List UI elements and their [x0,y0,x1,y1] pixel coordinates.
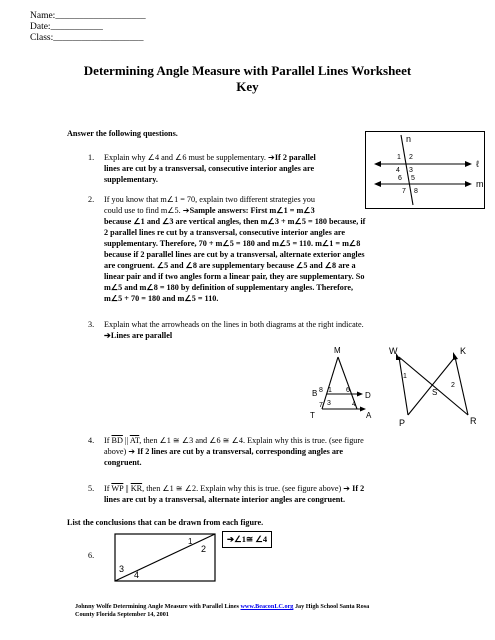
q1-text [104,153,394,163]
label-m: m [476,179,484,189]
footer-link[interactable]: www.BeaconLC.org [240,603,294,610]
angle-label-1: 1 [328,387,332,394]
parallel-symbol: || [125,484,129,493]
q2-answer-line: are congruent. ∠5 and ∠8 are supplementary because ∠5 and ∠8 are a [104,261,356,270]
q5-rest: , then ∠1 ≅ ∠2. Explain why this is true. (see figure above) ➔ [142,484,351,493]
footer-line2: County Florida September 14, 2001 [75,611,169,618]
q1-question: Explain why ∠4 and ∠6 must be supplementary. ➔ [104,153,275,162]
page-title-key: Key [236,79,259,94]
q5-if: If [104,484,110,493]
q4-line2-bold: If 2 lines are cut by a transversal, corresponding angles are [137,447,344,456]
arrowhead-m-left [374,181,381,187]
arrowhead-l-left [374,161,381,167]
q4-rest: , then ∠1 ≅ ∠3 and ∠6 ≅ ∠4. Explain why this is true. (see figure [139,436,364,445]
wk-figure [385,342,490,427]
q4-number: 4. [88,436,95,445]
vertex-a: A [366,411,372,420]
angle-label-1: 1 [188,537,193,546]
vertex-b: B [312,389,318,398]
q4-line3: congruent. [104,458,142,467]
label-l: ℓ [476,159,479,169]
name-label: Name:___________________ [30,11,146,21]
q4-if: If [104,436,110,445]
angle-label-3: 3 [327,400,331,407]
angle-label-3: 3 [119,564,125,574]
angle-label-1: 1 [397,154,401,161]
footer-text-b: Jay High School Santa Rosa [293,603,370,610]
q3-text: Explain what the arrowheads on the lines in both diagrams at the right indicate. [104,320,364,329]
segment-wp-label: $\overline{WP}$ [111,484,124,493]
q4-line2 [104,447,343,457]
arrowhead-m-right [465,181,472,187]
line-wp [399,357,408,415]
footer-text-a: Johnny Wolfe Determining Angle Measure with Parallel Lines [75,603,241,610]
conclusions-heading: List the conclusions that can be drawn from each figure. [67,518,264,527]
q2-answer-line: linear pair and if two angles form a linear pair, they are supplementary. So [104,272,365,281]
angle-label-4: 4 [352,401,356,408]
q2-answer-line: because if 2 parallel lines are cut by a transversal, alternate exterior angles [104,250,365,259]
figure-6 [112,530,222,585]
parallel-symbol: || [124,436,129,445]
vertex-t: T [310,411,315,420]
q2-number: 2. [88,195,95,204]
angle-label-6: 6 [346,387,350,394]
q2-line2-bold: Sample answers: First m∠1 = m∠3 [189,206,315,215]
q2-answer-line: because ∠1 and ∠3 are vertical angles, then m∠3 + m∠5 = 180 because, if [104,217,366,226]
arrowhead-bd [357,392,363,397]
q2-line1: If you know that m∠1 = 70, explain two different strategies you [104,195,315,204]
angle-label-2: 2 [409,154,413,161]
q1-answer-c: supplementary. [104,175,158,184]
q1-answer-b: lines are cut by a transversal, consecutive interior angles are [104,164,315,173]
segment-kr-label: $\overline{KR}$ [130,484,143,493]
q1-number: 1. [88,153,95,162]
q2-answer-line: m∠5 and m∠8 = 180 by definition of supplementary angles. Therefore, [104,283,354,292]
vertex-w: W [389,346,398,356]
angle-label-3: 3 [409,167,413,174]
segment-at-label: $\overline{AT}$ [129,436,140,445]
date-label: Date:___________ [30,22,103,32]
q5-number: 5. [88,484,95,493]
footer [75,603,369,610]
q5-rest-bold: If 2 [352,484,365,493]
segment-bd-label: $\overline{BD}$ [111,436,123,445]
page-title: Determining Angle Measure with Parallel Lines Worksheet [83,63,412,78]
parallel-lines-figure [365,131,485,211]
q3-number: 3. [88,320,95,329]
q2-answer-line: supplementary. Therefore, 70 + m∠5 = 180 and m∠5 = 110. m∠1 = m∠8 [104,239,361,248]
q4-line1 [104,436,364,446]
q2-line2 [104,206,315,216]
q5-line2: lines are cut by a transversal, alternate interior angles are congruent. [104,495,346,504]
angle-label-1: 1 [403,373,407,380]
vertex-m: M [334,346,341,355]
q2-answer-line: 2 parallel lines re cut by a transversal, consecutive interior angles are [104,228,346,237]
segment-kp [408,357,455,415]
angle-label-8: 8 [319,387,323,394]
diagonal [115,534,215,581]
q6-number: 6. [88,551,95,560]
vertex-d: D [365,391,371,400]
vertex-k: K [460,346,467,356]
vertex-r: R [470,416,477,426]
angle-label-8: 8 [414,188,418,195]
q2-line2-plain: could use to find m∠5. ➔ [104,206,190,215]
q2-answer-line: m∠5 + 70 = 180 and m∠5 = 110. [104,294,219,303]
segment-wr [399,357,468,415]
class-label: Class:___________________ [30,33,144,43]
vertex-p: P [399,418,406,427]
q1-answer-a: If 2 parallel [274,153,316,162]
q4-line2-plain: above) ➔ [104,447,136,456]
vertex-s: S [432,388,438,397]
triangle-figure [300,345,380,425]
angle-label-4: 4 [396,167,400,174]
angle-label-2: 2 [201,544,207,554]
instructions: Answer the following questions. [67,129,178,138]
label-n: n [406,134,412,144]
angle-label-2: 2 [451,382,455,389]
figure-border [366,132,485,209]
arrowhead-l-right [465,161,472,167]
q5-line1 [104,484,364,494]
angle-label-4: 4 [134,570,140,580]
angle-label-7: 7 [319,402,323,409]
angle-label-6: 6 [398,175,402,182]
q3-answer: ➔Lines are parallel [104,331,173,340]
angle-label-7: 7 [402,188,406,195]
q6-answer-box: ➔∠1≅ ∠4 [222,531,272,548]
angle-label-5: 5 [411,175,415,182]
